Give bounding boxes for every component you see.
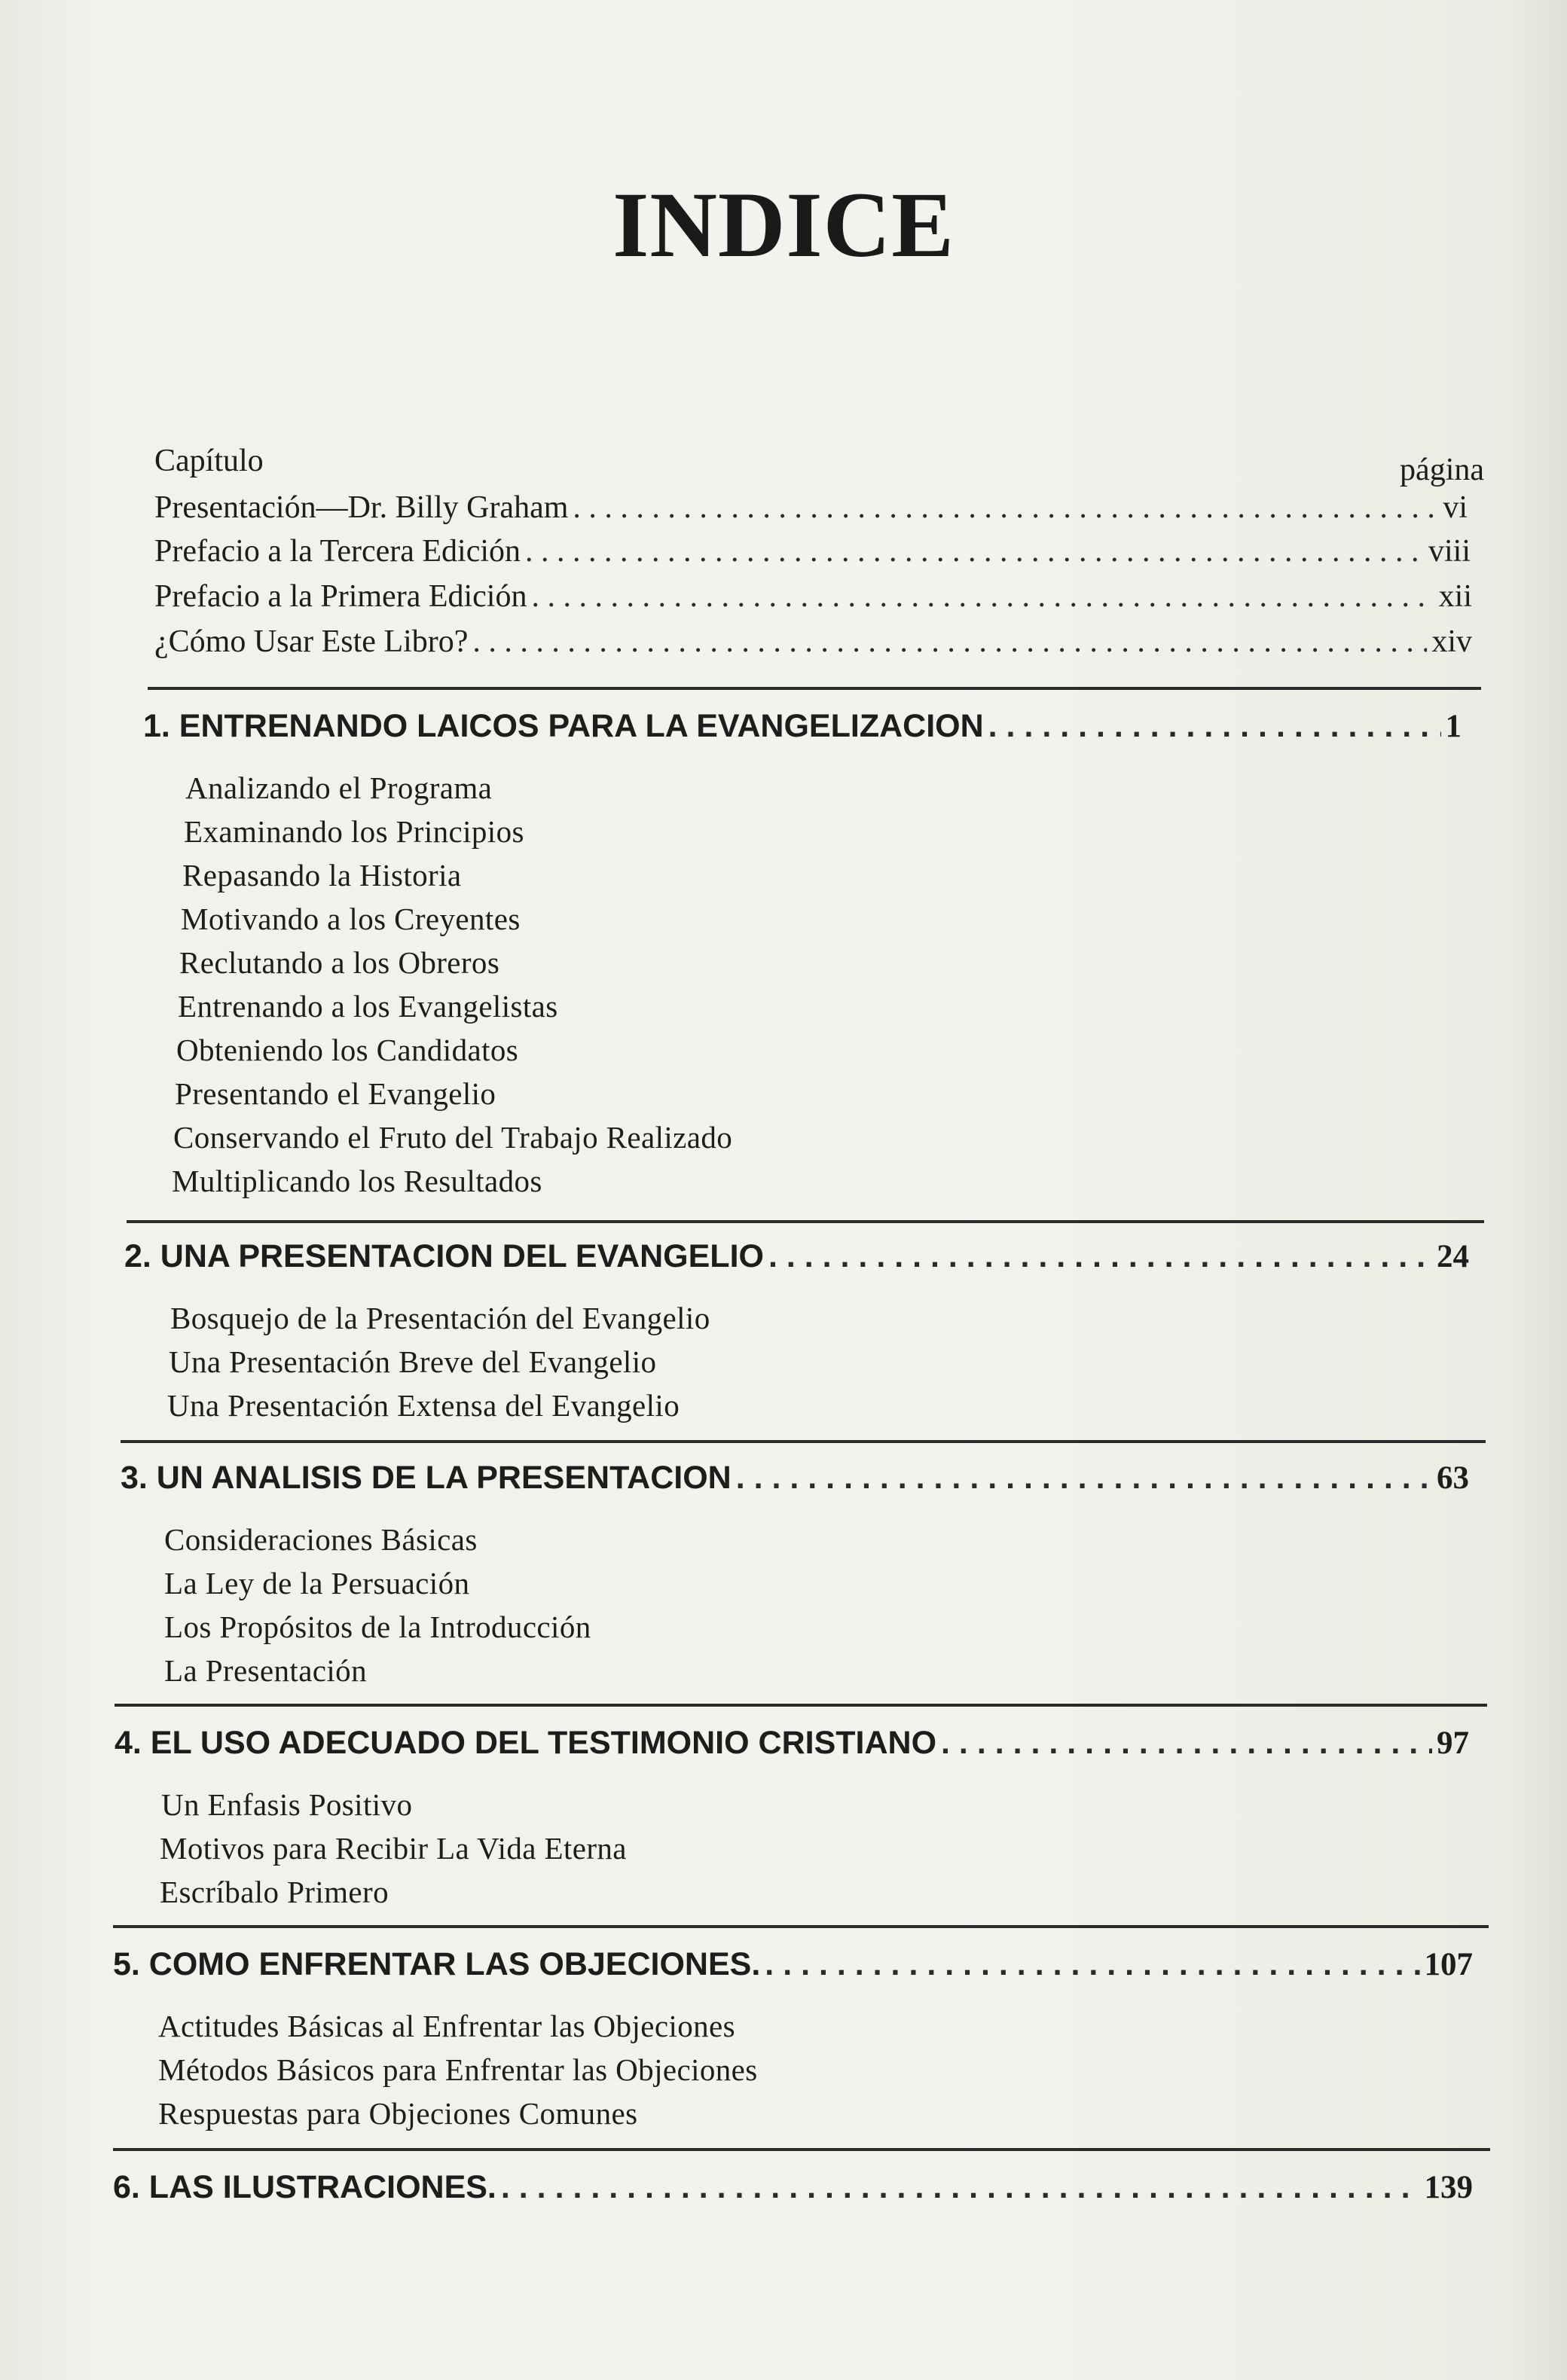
toc-section: Los Propósitos de la Introducción [164,1610,591,1644]
toc-section: Repasando la Historia [182,858,462,892]
toc-section: Escríbalo Primero [160,1875,389,1909]
section-divider [113,2148,1490,2151]
toc-entry [154,578,1472,615]
leader-dots [768,1238,1432,1275]
toc-entry-label: Prefacio a la Tercera Edición [154,534,521,569]
section-divider [127,1220,1484,1223]
toc-chapter-label: 1. ENTRENANDO LAICOS PARA LA EVANGELIZACION [143,708,984,744]
toc-section: Una Presentación Breve del Evangelio [169,1344,657,1379]
toc-entry-label: Prefacio a la Primera Edición [154,579,527,614]
toc-entry-label: Presentación—Dr. Billy Graham [154,490,569,525]
toc-section: Métodos Básicos para Enfrentar las Objeciones [158,2052,758,2087]
page-title: INDICE [612,173,955,276]
section-divider [115,1704,1487,1707]
toc-entry-page: xiv [1431,624,1472,659]
toc-section: Motivos para Recibir La Vida Eterna [160,1831,627,1866]
toc-chapter [143,708,1462,745]
toc-entry [154,533,1471,569]
toc-chapter-label: 4. EL USO ADECUADO DEL TESTIMONIO CRISTIANO [115,1725,937,1761]
toc-section: La Presentación [164,1653,367,1688]
toc-entry [154,490,1468,526]
leader-dots [472,624,1427,660]
section-divider [148,687,1481,690]
leader-dots [525,533,1424,569]
chapter-column-label: Capítulo [154,444,264,478]
leader-dots [941,1725,1432,1762]
toc-section: Obteniendo los Candidatos [176,1033,519,1067]
section-divider [113,1925,1489,1928]
toc-section: Un Enfasis Positivo [161,1787,413,1822]
toc-entry-page: vi [1443,490,1468,525]
toc-chapter-label: 6. LAS ILUSTRACIONES. [113,2169,496,2205]
leader-dots [501,2169,1420,2206]
toc-chapter-page: 24 [1437,1239,1469,1274]
toc-chapter [113,1946,1473,1983]
toc-chapter [115,1725,1469,1762]
toc-entry-page: xii [1438,579,1472,614]
toc-section: Analizando el Programa [185,770,493,805]
section-divider [121,1440,1486,1443]
toc-chapter [113,2169,1473,2206]
leader-dots [531,578,1434,615]
toc-section: Multiplicando los Resultados [172,1164,542,1198]
toc-section: Bosquejo de la Presentación del Evangelio [170,1301,710,1335]
toc-section: Entrenando a los Evangelistas [178,989,558,1024]
toc-section: Presentando el Evangelio [175,1076,496,1111]
toc-chapter-label: 5. COMO ENFRENTAR LAS OBJECIONES. [113,1946,761,1982]
toc-section: Conservando el Fruto del Trabajo Realizado [173,1120,733,1155]
toc-chapter-label: 3. UN ANALISIS DE LA PRESENTACION [121,1460,732,1496]
toc-section: Reclutando a los Obreros [179,945,500,980]
toc-entry-page: viii [1428,534,1471,569]
toc-section: Consideraciones Básicas [164,1522,478,1557]
toc-section: Actitudes Básicas al Enfrentar las Objeciones [158,2009,735,2043]
toc-chapter-label: 2. UNA PRESENTACION DEL EVANGELIO [124,1238,764,1274]
toc-chapter-page: 1 [1445,709,1462,744]
toc-chapter [121,1460,1469,1497]
toc-chapter-page: 139 [1424,2170,1473,2205]
toc-entry-label: ¿Cómo Usar Este Libro? [154,624,469,659]
toc-chapter-page: 63 [1437,1460,1469,1496]
leader-dots [765,1946,1419,1983]
leader-dots [988,708,1441,745]
page-column-label: página [1400,453,1484,487]
leader-dots [736,1460,1432,1497]
toc-section: Una Presentación Extensa del Evangelio [167,1388,680,1423]
leader-dots [573,490,1438,526]
toc-entry [154,624,1472,660]
toc-section: Examinando los Principios [184,814,524,849]
toc-section: Respuestas para Objeciones Comunes [158,2096,638,2131]
toc-chapter-page: 107 [1424,1947,1473,1982]
toc-section: La Ley de la Persuación [164,1566,470,1600]
toc-section: Motivando a los Creyentes [181,902,521,936]
toc-chapter-page: 97 [1437,1726,1469,1761]
toc-chapter [124,1238,1469,1275]
